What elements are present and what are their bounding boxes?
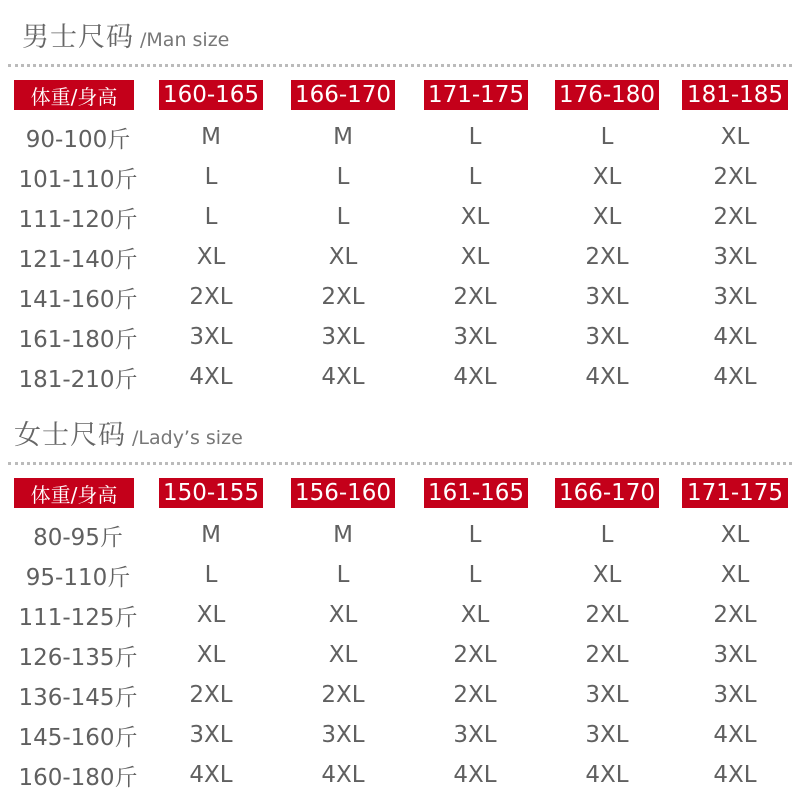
women-table-row bbox=[0, 515, 800, 555]
men-weight-cell: 181-210斤 bbox=[18, 366, 138, 393]
women-size-cell: M bbox=[201, 522, 221, 548]
men-size-cell: M bbox=[333, 124, 353, 150]
men-table-row bbox=[0, 277, 800, 317]
women-table-row bbox=[0, 595, 800, 635]
men-size-cell: XL bbox=[196, 244, 226, 270]
men-size-cell: L bbox=[468, 164, 482, 190]
women-weight-cell: 160-180斤 bbox=[18, 764, 138, 791]
women-size-cell: 3XL bbox=[713, 642, 757, 668]
women-size-cell: XL bbox=[460, 602, 490, 628]
men-size-cell: 3XL bbox=[713, 284, 757, 310]
men-size-cell: 3XL bbox=[321, 324, 365, 350]
men-table-row bbox=[0, 117, 800, 157]
men-weight-cell: 141-160斤 bbox=[18, 286, 138, 313]
women-size-cell: XL bbox=[196, 642, 226, 668]
men-table-row bbox=[0, 317, 800, 357]
men-size-cell: XL bbox=[592, 164, 622, 190]
women-weight-cell: 145-160斤 bbox=[18, 724, 138, 751]
men-size-cell: M bbox=[201, 124, 221, 150]
men-size-cell: 4XL bbox=[713, 324, 757, 350]
women-table-row bbox=[0, 675, 800, 715]
women-header-height-3: 161-165 bbox=[424, 478, 528, 508]
women-title-cn: 女士尺码 bbox=[14, 420, 126, 451]
men-weight-cell: 111-120斤 bbox=[18, 206, 138, 233]
women-header-row bbox=[0, 478, 800, 508]
women-size-cell: L bbox=[600, 522, 614, 548]
women-size-cell: XL bbox=[328, 602, 358, 628]
women-header-height-1: 150-155 bbox=[159, 478, 263, 508]
women-size-cell: 2XL bbox=[585, 642, 629, 668]
women-size-cell: 4XL bbox=[321, 762, 365, 788]
men-table-row bbox=[0, 157, 800, 197]
men-title-en: /Man size bbox=[140, 29, 230, 51]
women-weight-cell: 80-95斤 bbox=[33, 524, 123, 551]
women-section-title bbox=[14, 412, 243, 452]
women-header-height-4: 166-170 bbox=[555, 478, 659, 508]
men-header-height-2: 166-170 bbox=[291, 80, 395, 110]
women-size-cell: XL bbox=[720, 522, 750, 548]
men-size-cell: 4XL bbox=[453, 364, 497, 390]
men-header-weight-height: 体重/身高 bbox=[14, 80, 134, 110]
men-size-cell: XL bbox=[460, 244, 490, 270]
women-size-cell: 4XL bbox=[713, 762, 757, 788]
men-size-cell: XL bbox=[720, 124, 750, 150]
women-size-cell: 4XL bbox=[585, 762, 629, 788]
men-header-height-1: 160-165 bbox=[159, 80, 263, 110]
men-size-cell: XL bbox=[592, 204, 622, 230]
men-size-cell: 3XL bbox=[189, 324, 233, 350]
women-size-cell: 3XL bbox=[585, 722, 629, 748]
women-size-cell: 2XL bbox=[189, 682, 233, 708]
men-size-cell: 2XL bbox=[453, 284, 497, 310]
women-weight-cell: 126-135斤 bbox=[18, 644, 138, 671]
women-table-row bbox=[0, 555, 800, 595]
women-dotted-divider bbox=[8, 462, 792, 465]
men-header-row bbox=[0, 80, 800, 110]
women-size-cell: 2XL bbox=[713, 602, 757, 628]
men-size-cell: 3XL bbox=[713, 244, 757, 270]
women-weight-cell: 111-125斤 bbox=[18, 604, 138, 631]
men-section-title bbox=[22, 14, 229, 54]
women-size-cell: XL bbox=[592, 562, 622, 588]
women-header-height-2: 156-160 bbox=[291, 478, 395, 508]
men-weight-cell: 90-100斤 bbox=[25, 126, 131, 153]
men-size-cell: 2XL bbox=[713, 164, 757, 190]
men-size-cell: 3XL bbox=[585, 284, 629, 310]
men-size-cell: 2XL bbox=[713, 204, 757, 230]
women-header-height-5: 171-175 bbox=[682, 478, 788, 508]
men-size-cell: XL bbox=[328, 244, 358, 270]
women-size-cell: 2XL bbox=[453, 642, 497, 668]
men-size-cell: XL bbox=[460, 204, 490, 230]
women-size-cell: 4XL bbox=[189, 762, 233, 788]
men-size-cell: 4XL bbox=[585, 364, 629, 390]
men-size-cell: L bbox=[600, 124, 614, 150]
men-size-cell: 3XL bbox=[453, 324, 497, 350]
women-weight-cell: 136-145斤 bbox=[18, 684, 138, 711]
men-table-row bbox=[0, 197, 800, 237]
men-weight-cell: 101-110斤 bbox=[18, 166, 138, 193]
men-size-cell: 4XL bbox=[321, 364, 365, 390]
women-title-en: /Lady’s size bbox=[132, 427, 243, 449]
women-size-cell: L bbox=[336, 562, 350, 588]
men-size-cell: 2XL bbox=[189, 284, 233, 310]
men-size-cell: 2XL bbox=[585, 244, 629, 270]
men-size-cell: L bbox=[204, 164, 218, 190]
women-size-cell: XL bbox=[196, 602, 226, 628]
men-size-cell: 3XL bbox=[585, 324, 629, 350]
women-weight-cell: 95-110斤 bbox=[25, 564, 131, 591]
women-size-cell: M bbox=[333, 522, 353, 548]
men-size-cell: L bbox=[468, 124, 482, 150]
women-table-row bbox=[0, 755, 800, 795]
women-size-cell: 3XL bbox=[189, 722, 233, 748]
men-table-row bbox=[0, 237, 800, 277]
women-table-row bbox=[0, 635, 800, 675]
women-size-cell: 3XL bbox=[713, 682, 757, 708]
women-size-cell: 2XL bbox=[585, 602, 629, 628]
women-size-cell: 3XL bbox=[585, 682, 629, 708]
men-weight-cell: 161-180斤 bbox=[18, 326, 138, 353]
men-size-cell: 2XL bbox=[321, 284, 365, 310]
women-size-cell: 2XL bbox=[321, 682, 365, 708]
men-size-cell: L bbox=[336, 204, 350, 230]
men-header-height-5: 181-185 bbox=[682, 80, 788, 110]
men-size-cell: 4XL bbox=[189, 364, 233, 390]
women-size-cell: L bbox=[468, 562, 482, 588]
men-dotted-divider bbox=[8, 64, 792, 67]
men-header-height-4: 176-180 bbox=[555, 80, 659, 110]
women-size-cell: L bbox=[468, 522, 482, 548]
women-table-row bbox=[0, 715, 800, 755]
women-size-cell: 4XL bbox=[713, 722, 757, 748]
men-size-cell: 4XL bbox=[713, 364, 757, 390]
women-size-cell: 3XL bbox=[453, 722, 497, 748]
women-size-cell: 4XL bbox=[453, 762, 497, 788]
men-header-height-3: 171-175 bbox=[424, 80, 528, 110]
men-table-row bbox=[0, 357, 800, 397]
women-header-weight-height: 体重/身高 bbox=[14, 478, 134, 508]
men-title-cn: 男士尺码 bbox=[22, 22, 134, 53]
men-size-cell: L bbox=[336, 164, 350, 190]
men-weight-cell: 121-140斤 bbox=[18, 246, 138, 273]
women-size-cell: XL bbox=[720, 562, 750, 588]
women-size-cell: L bbox=[204, 562, 218, 588]
women-size-cell: 3XL bbox=[321, 722, 365, 748]
women-size-cell: 2XL bbox=[453, 682, 497, 708]
women-size-cell: XL bbox=[328, 642, 358, 668]
men-size-cell: L bbox=[204, 204, 218, 230]
